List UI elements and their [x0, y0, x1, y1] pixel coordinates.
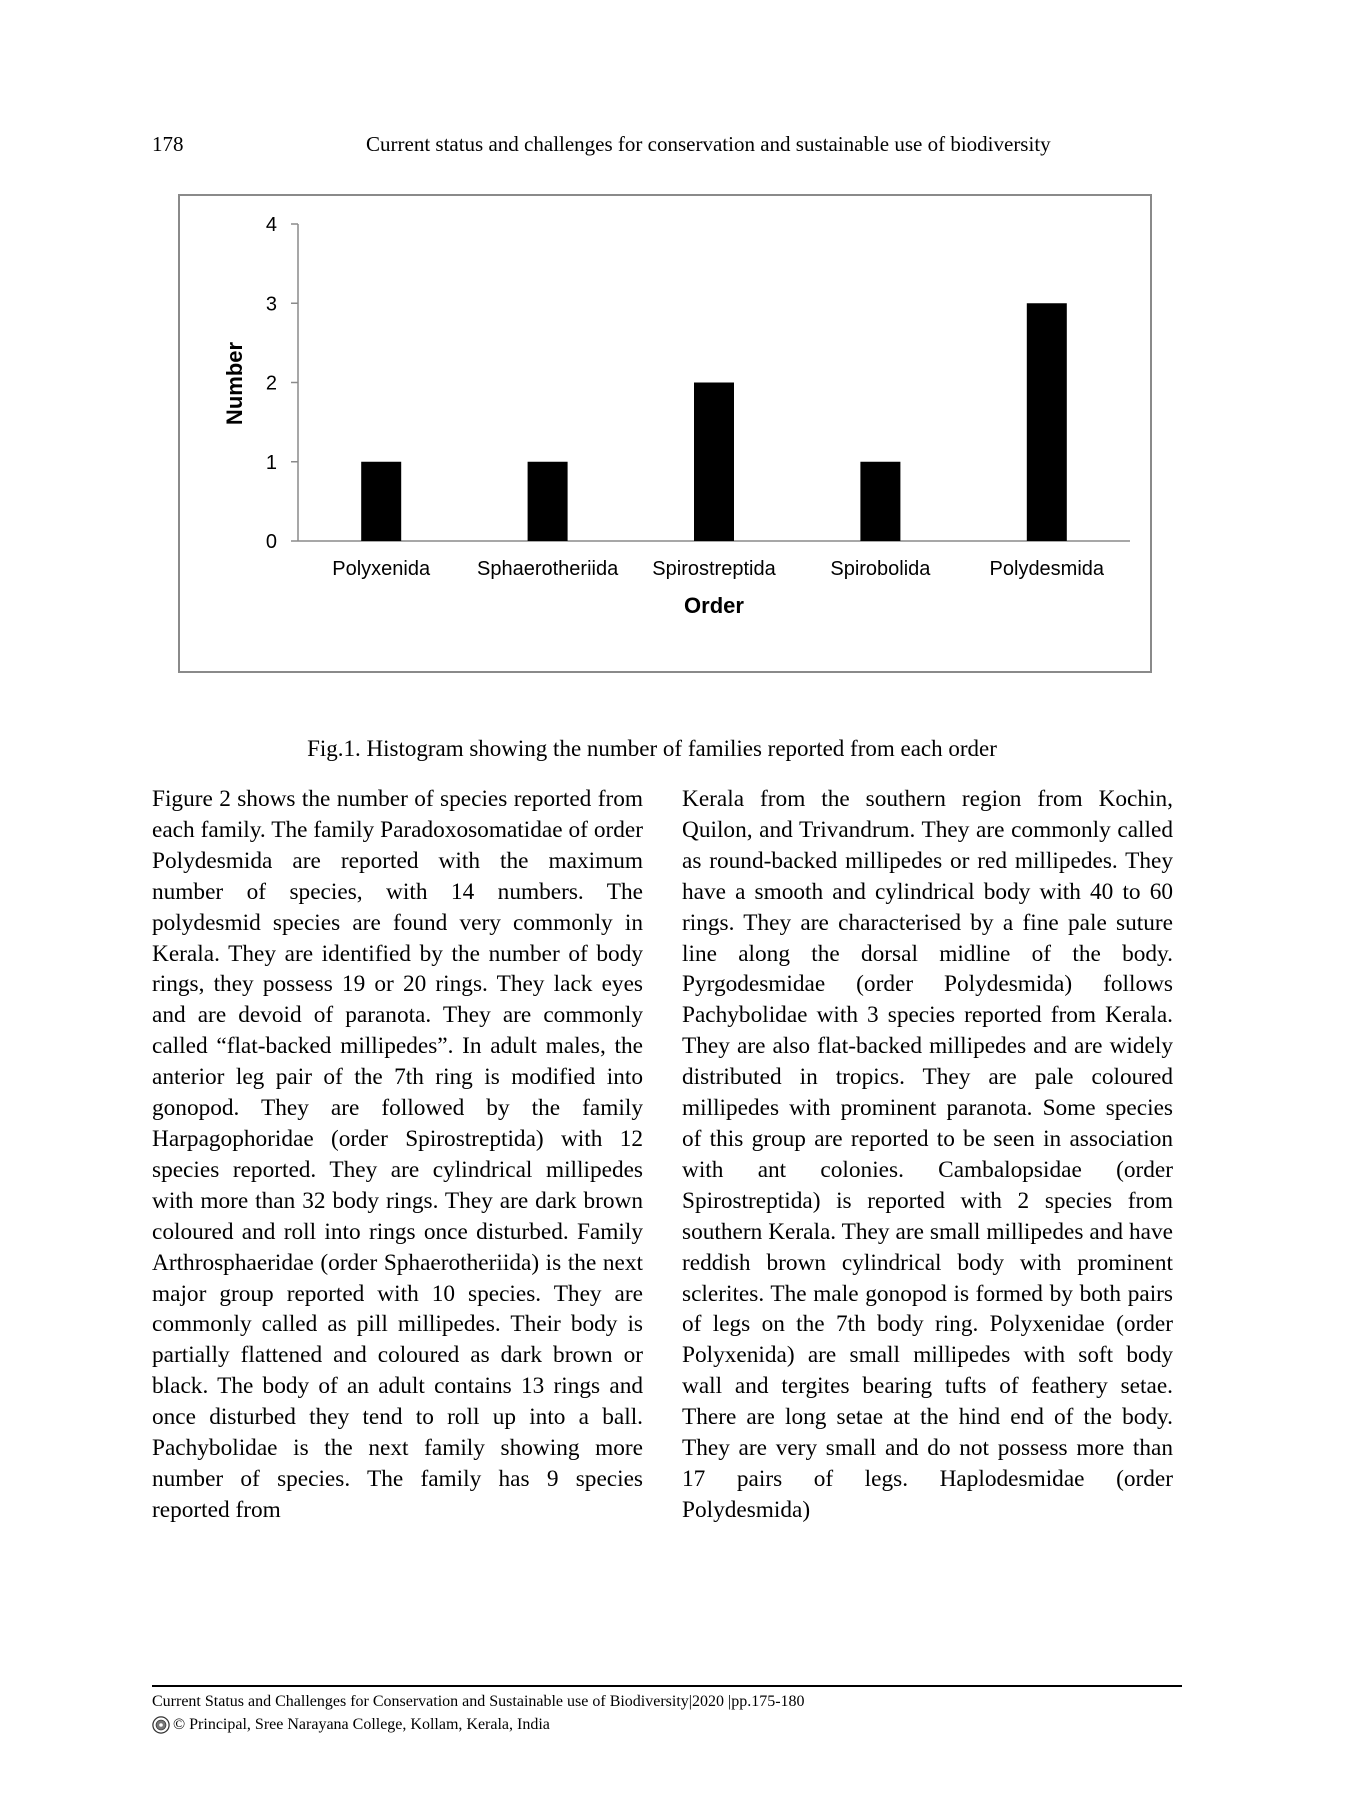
footer-copyright: © Principal, Sree Narayana College, Kollam, Kerala, India — [173, 1716, 550, 1733]
figure-caption: Fig.1. Histogram showing the number of families reported from each order — [307, 736, 997, 761]
bar-sphaerotheriida — [528, 462, 568, 541]
x-tick-label: Sphaerotheriida — [476, 558, 619, 580]
chart-svg — [180, 196, 1150, 671]
x-axis-title: Order — [684, 593, 744, 618]
y-tick-label: 3 — [265, 293, 277, 316]
y-axis-title: Number — [222, 341, 247, 426]
x-tick-label: Spirostreptida — [652, 558, 776, 580]
bar-chart — [178, 194, 1152, 673]
running-title: Current status and challenges for conservation and sustainable use of biodiversity — [366, 132, 1051, 156]
body-text-left-column: Figure 2 shows the number of species reported from each family. The family Paradoxosomatidae of order Polydesmida are reported with the maximum number of species, with 14 numbers. The polydesmid species are found very commonly in Kerala. They are identified by the number of body rings, they possess 19 or 20 rings. They lack eyes and are devoid of paranota. They are commonly called “flat-backed millipedes”. In adult males, the anterior leg pair of the 7th ring is modified into gonopod. They are followed by the family Harpagophoridae (order Spirostreptida) with 12 species reported. They are cylindrical millipedes with more than 32 body rings. They are dark brown coloured and roll into rings once disturbed. Family Arthrosphaeridae (order Sphaerotheriida) is the next major group reported with 10 species. They are commonly called as pill millipedes. Their body is partially flattened and coloured as dark brown or black. The body of an adult contains 13 rings and once disturbed they tend to roll up into a ball. Pachybolidae is the next family showing more number of species. The family has 9 species reported from — [152, 786, 643, 1523]
bars — [361, 303, 1067, 541]
y-tick-label: 2 — [265, 372, 277, 395]
x-tick-label: Polyxenida — [332, 558, 431, 580]
y-tick-label: 1 — [265, 451, 277, 474]
x-tick-label: Spirobolida — [830, 558, 931, 580]
footer-copyright-row — [152, 1713, 805, 1736]
page-number: 178 — [152, 132, 184, 156]
page-footer — [152, 1690, 805, 1736]
bar-polydesmida — [1027, 303, 1067, 541]
y-tick-label: 4 — [265, 214, 277, 236]
page-header — [152, 132, 1152, 162]
footer-rule — [152, 1685, 1182, 1687]
body-text-right-column: Kerala from the southern region from Kochin, Quilon, and Trivandrum. They are commonly called as round-backed millipedes or red millipedes. They have a smooth and cylindrical body with 40 to 60 rings. They are characterised by a fine pale suture line along the dorsal midline of the body. Pyrgodesmidae (order Polydesmida) follows Pachybolidae with 3 species reported from Kerala. They are also flat-backed millipedes and are widely distributed in tropics. They are pale coloured millipedes with prominent paranota. Some species of this group are reported to be seen in association with ant colonies. Cambalopsidae (order Spirostreptida) is reported with 2 species from southern Kerala. They are small millipedes and have reddish brown cylindrical body with prominent sclerites. The male gonopod is formed by both pairs of legs on the 7th body ring. Polyxenidae (order Polyxenida) are small millipedes with soft body wall and tergites bearing tufts of feathery setae. There are long setae at the hind end of the body. They are very small and do not possess more than 17 pairs of legs. Haplodesmidae (order Polydesmida) — [682, 786, 1173, 1523]
y-axis — [266, 214, 298, 553]
bar-spirobolida — [860, 462, 900, 541]
bar-polyxenida — [361, 462, 401, 541]
x-axis — [298, 541, 1130, 580]
college-seal-icon — [152, 1716, 170, 1734]
footer-citation: Current Status and Challenges for Conservation and Sustainable use of Biodiversity|2020 |pp.175-180 — [152, 1693, 805, 1710]
x-tick-label: Polydesmida — [989, 558, 1105, 580]
y-tick-label: 0 — [265, 531, 277, 553]
bar-spirostreptida — [694, 383, 734, 542]
